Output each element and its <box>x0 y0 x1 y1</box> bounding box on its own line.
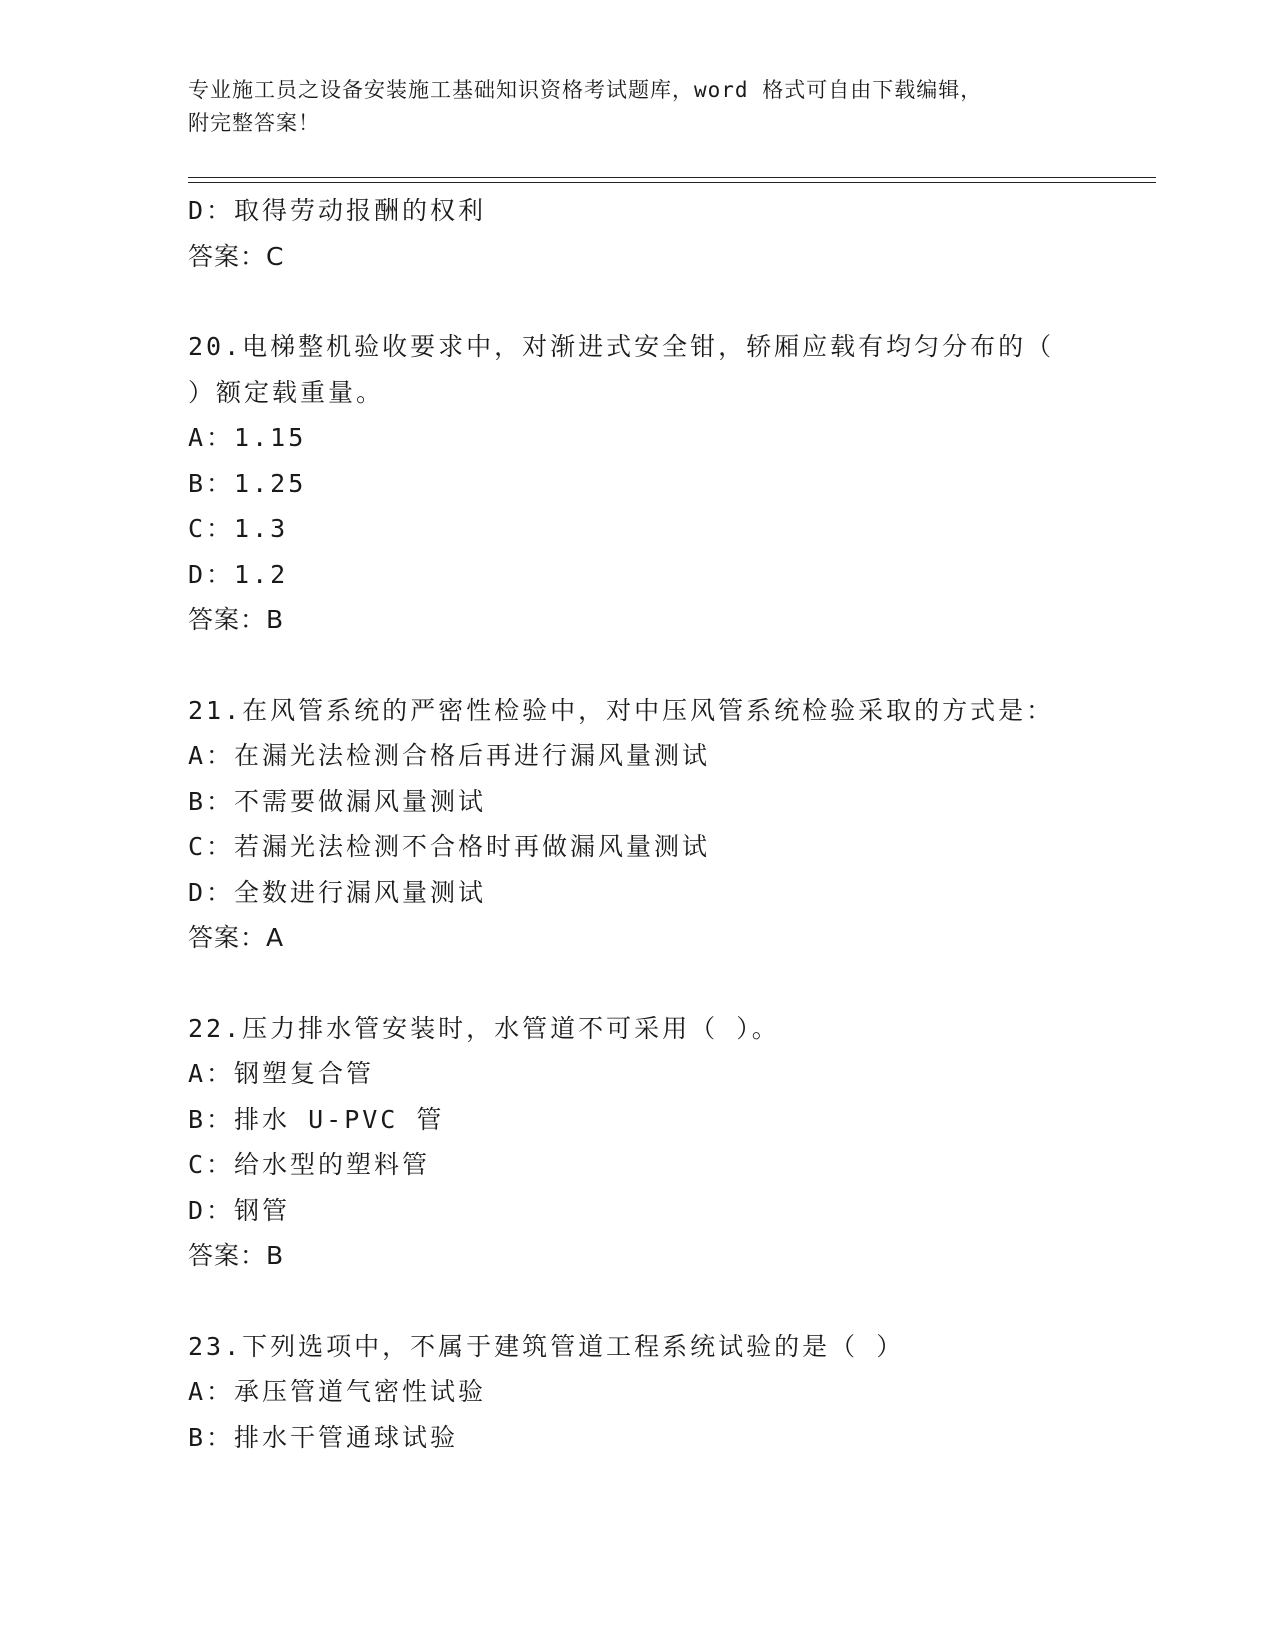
question-20-stem-line-1: 20.电梯整机验收要求中，对渐进式安全钳，轿厢应载有均匀分布的（ <box>188 332 1055 361</box>
question-list <box>188 188 1088 1460</box>
spacer <box>188 279 1088 324</box>
question-21-stem: 21.在风管系统的严密性检验中，对中压风管系统检验采取的方式是： <box>188 695 1055 725</box>
spacer <box>188 1279 1088 1324</box>
question-22-stem: 22.压力排水管安装时，水管道不可采用（ ）。 <box>188 1013 780 1043</box>
question-20-option-d: D：1.2 <box>188 559 289 589</box>
document-header <box>188 74 1088 140</box>
question-21-option-c: C：若漏光法检测不合格时再做漏风量测试 <box>188 832 711 861</box>
question-21-answer: 答案：A <box>188 923 285 952</box>
spacer <box>188 643 1088 688</box>
question-23-stem: 23.下列选项中，不属于建筑管道工程系统试验的是（ ） <box>188 1331 905 1361</box>
question-23-option-a: A：承压管道气密性试验 <box>188 1377 487 1406</box>
answer: 答案：C <box>188 241 285 271</box>
question-22-option-d: D：钢管 <box>188 1195 291 1225</box>
question-20-answer: 答案：B <box>188 605 285 634</box>
header-line-2: 附完整答案！ <box>188 111 320 135</box>
option-d: D：取得劳动报酬的权利 <box>188 196 487 225</box>
header-divider-bottom <box>188 182 1156 183</box>
question-21-option-d: D：全数进行漏风量测试 <box>188 877 487 907</box>
question-20-option-a: A：1.15 <box>188 423 307 452</box>
header-line-1: 专业施工员之设备安装施工基础知识资格考试题库，word 格式可自由下载编辑， <box>188 78 983 102</box>
question-21-option-b: B：不需要做漏风量测试 <box>188 786 487 816</box>
question-20-stem-line-2: ）额定载重量。 <box>188 377 385 407</box>
question-23-option-b: B：排水干管通球试验 <box>188 1422 459 1452</box>
question-20-option-c: C：1.3 <box>188 514 289 543</box>
spacer <box>188 961 1088 1006</box>
question-22-option-b: B：排水 U-PVC 管 <box>188 1104 445 1134</box>
header-divider-top <box>188 177 1156 178</box>
question-22-option-c: C：给水型的塑料管 <box>188 1150 431 1179</box>
question-22-option-a: A：钢塑复合管 <box>188 1059 375 1088</box>
question-22-answer: 答案：B <box>188 1241 285 1270</box>
question-20-option-b: B：1.25 <box>188 468 307 498</box>
question-21-option-a: A：在漏光法检测合格后再进行漏风量测试 <box>188 741 711 770</box>
